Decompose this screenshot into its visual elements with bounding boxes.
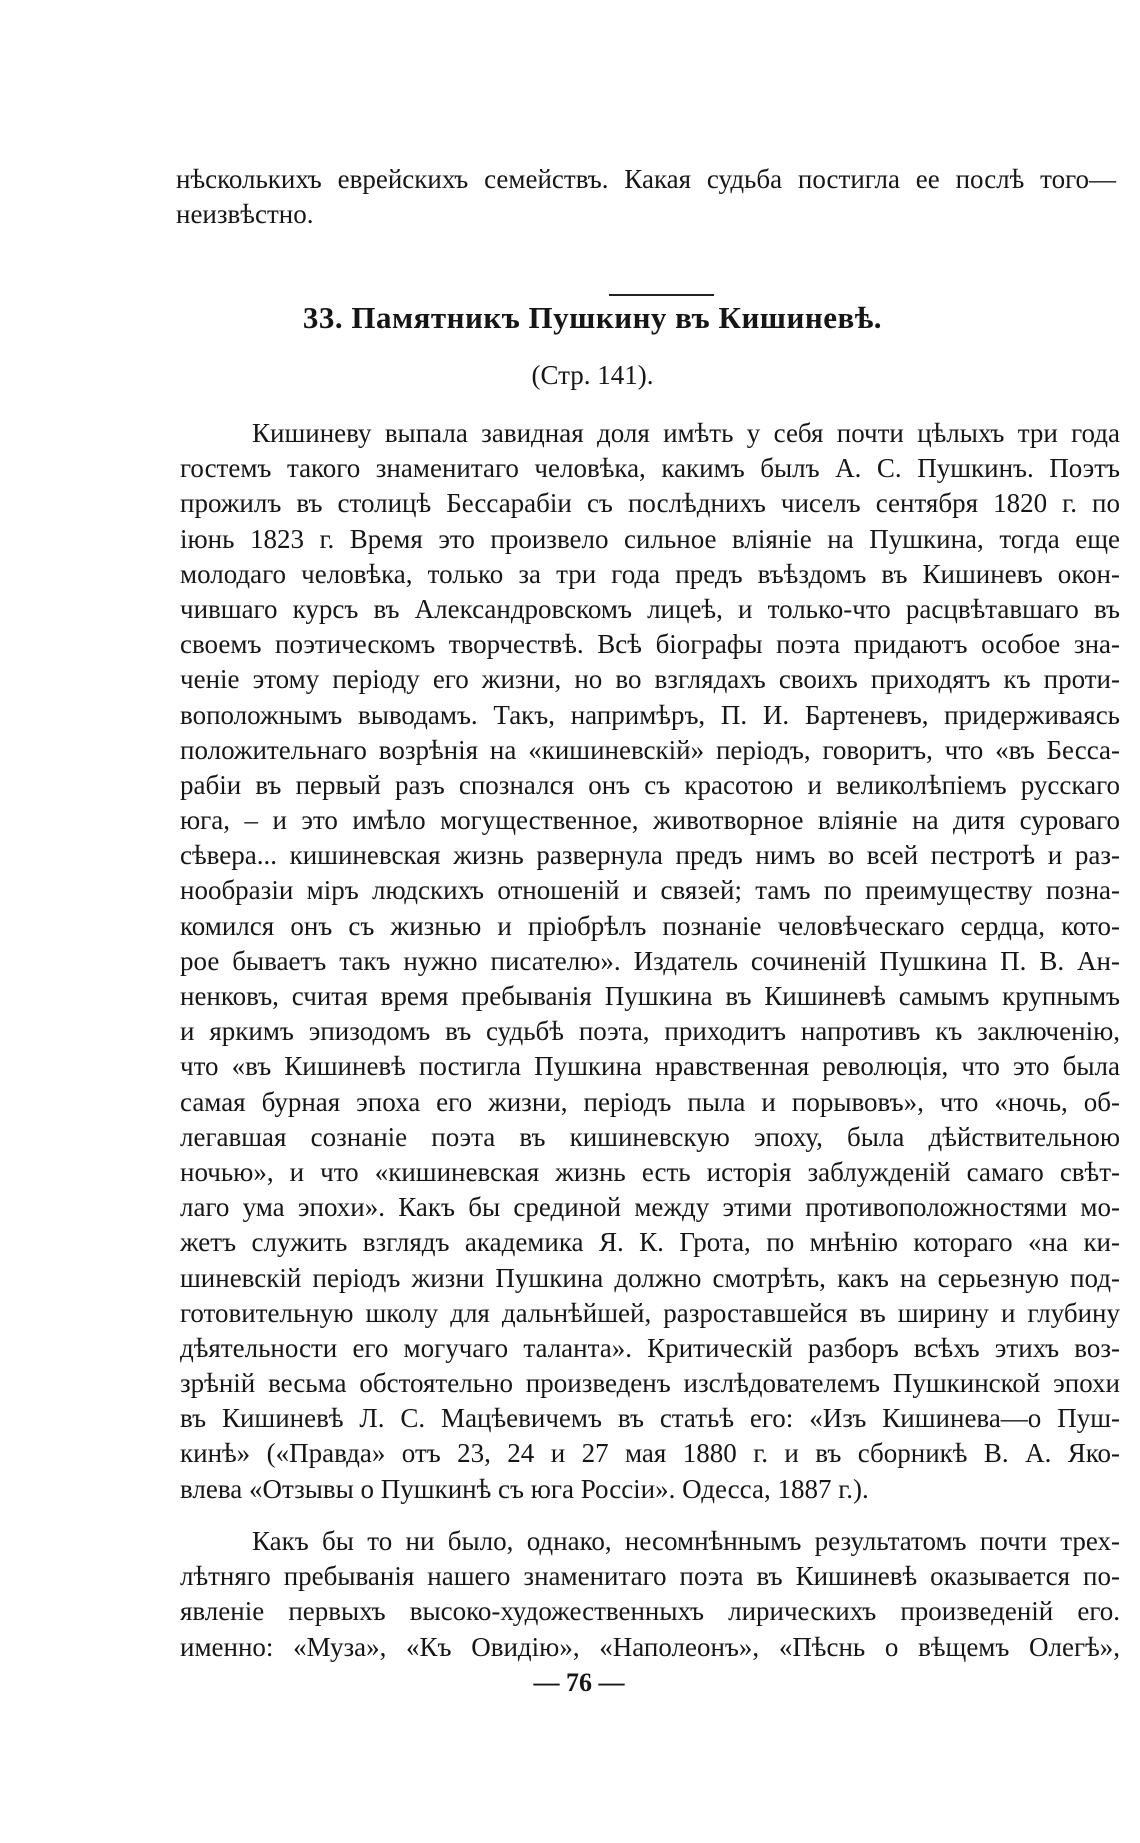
section-heading: 33. Памятникъ Пушкину въ Кишиневѣ.: [302, 300, 883, 335]
text-line: шиневскій періодъ жизни Пушкина должно смотрѣть, какъ на серьезную под-: [180, 1262, 1120, 1293]
text-line: воположнымъ выводамъ. Такъ, напримѣръ, П. И. Бартеневъ, придерживаясь: [180, 699, 1120, 730]
paragraph-2: [180, 1524, 1130, 1665]
text-line: іюнь 1823 г. Время это произвело сильное вліяніе на Пушкина, тогда еще: [180, 523, 1120, 554]
section-divider: [609, 294, 714, 296]
text-line: молодаго человѣка, только за три года предъ въѣздомъ въ Кишиневъ окон-: [180, 558, 1120, 589]
page-number: — 76 —: [533, 1668, 625, 1697]
text-line: готовительную школу для дальнѣйшей, разроставшейся въ ширину и глубину: [180, 1297, 1120, 1328]
text-line: ченіе этому періоду его жизни, но во взглядахъ своихъ приходятъ къ проти-: [180, 664, 1120, 695]
text-line: легавшая сознаніе поэта въ кишиневскую эпоху, была дѣйствительною: [180, 1121, 1120, 1152]
text-line: зрѣній весьма обстоятельно произведенъ изслѣдователемъ Пушкинской эпохи: [180, 1368, 1120, 1399]
text-line: явленіе первыхъ высоко-художественныхъ лирическихъ произведеній его.: [180, 1596, 1120, 1627]
text-line: ночью», и что «кишиневская жизнь есть исторія заблужденій самаго свѣт-: [180, 1156, 1120, 1187]
text-line: именно: «Муза», «Къ Овидію», «Наполеонъ», «Пѣснь о вѣщемъ Олегѣ»,: [180, 1631, 1120, 1662]
page-reference: (Стр. 141).: [531, 360, 654, 390]
text-line: комился онъ съ жизнью и пріобрѣлъ познаніе человѣческаго сердца, кото-: [180, 910, 1120, 941]
text-line: жетъ служить взглядъ академика Я. К. Грота, по мнѣнію котораго «на ки-: [180, 1227, 1120, 1258]
text-line: гостемъ такого знаменитаго человѣка, какимъ былъ А. С. Пушкинъ. Поэтъ: [180, 453, 1120, 484]
text-line: въ Кишиневѣ Л. С. Мацѣевичемъ въ статьѣ его: «Изъ Кишинева—о Пуш-: [180, 1403, 1120, 1434]
text-line: Кишиневу выпала завидная доля имѣть у себя почти цѣлыхъ три года: [252, 418, 1120, 448]
text-line: ненковъ, считая время пребыванія Пушкина въ Кишиневѣ самымъ крупнымъ: [180, 981, 1120, 1011]
text-line: что «въ Кишиневѣ постигла Пушкина нравственная революція, что это была: [180, 1051, 1120, 1082]
text-line: прожилъ въ столицѣ Бессарабіи съ послѣднихъ чиселъ сентября 1820 г. по: [180, 488, 1120, 519]
text-line: лѣтняго пребыванія нашего знаменитаго поэта въ Кишиневѣ оказывается по-: [180, 1561, 1120, 1592]
text-line: чившаго курсъ въ Александровскомъ лицеѣ, и только-что расцвѣтавшаго въ: [180, 593, 1120, 624]
text-line: кинѣ» («Правда» отъ 23, 24 и 27 мая 1880 г. и въ сборникѣ В. А. Яко-: [180, 1438, 1120, 1469]
paragraph-1: [180, 416, 1130, 1507]
text-line: лаго ума эпохи». Какъ бы срединой между этими противоположностями мо-: [180, 1192, 1120, 1223]
text-line: нѣсколькихъ еврейскихъ семействъ. Какая судьба постигла ее послѣ того—: [176, 164, 1116, 194]
text-line: влева «Отзывы о Пушкинѣ съ юга Россіи». Одесса, 1887 г.).: [180, 1473, 869, 1504]
text-line: дѣятельности его могучаго таланта». Критическій разборъ всѣхъ этихъ воз-: [180, 1332, 1120, 1363]
text-line: Какъ бы то ни было, однако, несомнѣннымъ результатомъ почти трех-: [252, 1526, 1120, 1556]
text-line: нообразіи міръ людскихъ отношеній и связей; тамъ по преимуществу позна-: [180, 875, 1120, 906]
text-line: неизвѣстно.: [176, 199, 314, 230]
text-line: рое бываетъ такъ нужно писателю». Издатель сочиненій Пушкина П. В. Ан-: [180, 945, 1120, 976]
text-line: самая бурная эпоха его жизни, періодъ пыла и порывовъ», что «ночь, об-: [180, 1086, 1120, 1117]
top-continuation: [176, 162, 1136, 232]
text-line: положительнаго возрѣнія на «кишиневскій» періодъ, говоритъ, что «въ Бесса-: [180, 734, 1120, 765]
text-line: своемъ поэтическомъ творчествѣ. Всѣ біографы поэта придаютъ особое зна-: [180, 629, 1120, 660]
text-line: рабіи въ первый разъ спознался онъ съ красотою и великолѣпіемъ русскаго: [180, 769, 1120, 800]
text-line: сѣвера... кишиневская жизнь развернула предъ нимъ во всей пестротѣ и раз-: [180, 840, 1120, 871]
text-line: и яркимъ эпизодомъ въ судьбѣ поэта, приходитъ напротивъ къ заключенію,: [180, 1016, 1120, 1047]
text-line: юга, – и это имѣло могущественное, животворное вліяніе на дитя суроваго: [180, 805, 1120, 836]
